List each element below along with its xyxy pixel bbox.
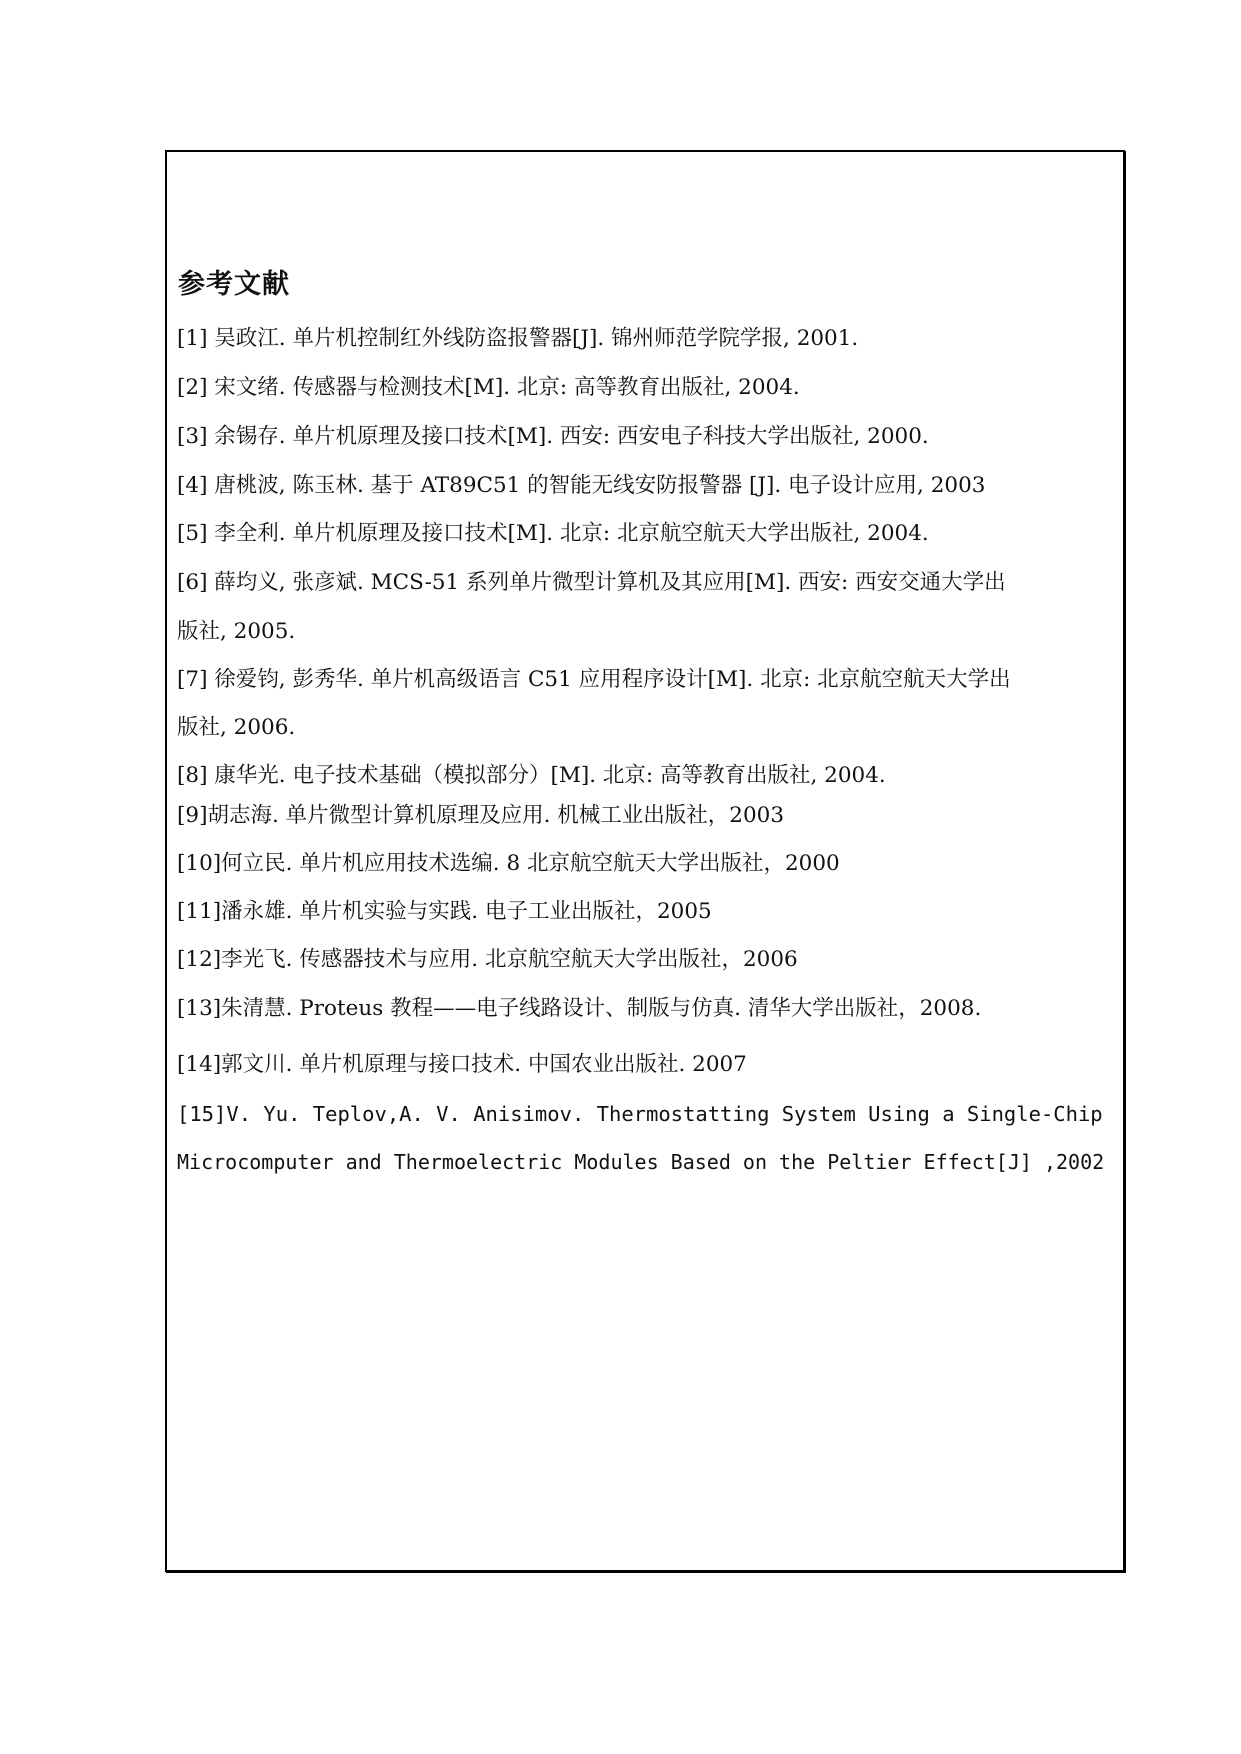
reference-item-5: [5] 李全利. 单片机原理及接口技术[M]. 北京: 北京航空航天大学出版社, 2004. <box>177 521 929 546</box>
reference-item-8: [8] 康华光. 电子技术基础（模拟部分）[M]. 北京: 高等教育出版社, 2004. <box>177 763 886 788</box>
reference-item-2: [2] 宋文绪. 传感器与检测技术[M]. 北京: 高等教育出版社, 2004. <box>177 375 800 400</box>
reference-item-9: [9]胡志海. 单片微型计算机原理及应用. 机械工业出版社，2003 <box>177 803 785 828</box>
reference-item-15: [15]V. Yu. Teplov,A. V. Anisimov. Thermostatting System Using a Single-Chip <box>177 1102 1103 1126</box>
reference-item-1: [1] 吴政江. 单片机控制红外线防盗报警器[J]. 锦州师范学院学报, 2001. <box>177 326 859 351</box>
reference-item-7: [7] 徐爱钧, 彭秀华. 单片机高级语言 C51 应用程序设计[M]. 北京: 北京航空航天大学出 <box>177 667 1011 692</box>
reference-item-14: [14]郭文川. 单片机原理与接口技术. 中国农业出版社. 2007 <box>177 1052 747 1077</box>
reference-item-15-cont: Microcomputer and Thermoelectric Modules Based on the Peltier Effect[J] ,2002 <box>177 1150 1105 1174</box>
reference-item-12: [12]李光飞. 传感器技术与应用. 北京航空航天大学出版社，2006 <box>177 947 798 972</box>
reference-item-11: [11]潘永雄. 单片机实验与实践. 电子工业出版社，2005 <box>177 899 712 924</box>
reference-item-6-cont: 版社, 2005. <box>177 619 296 644</box>
reference-item-13: [13]朱清慧. Proteus 教程——电子线路设计、制版与仿真. 清华大学出版社，2008. <box>177 996 982 1021</box>
reference-item-7-cont: 版社, 2006. <box>177 715 296 740</box>
reference-item-3: [3] 余锡存. 单片机原理及接口技术[M]. 西安: 西安电子科技大学出版社, 2000. <box>177 424 929 449</box>
reference-item-6: [6] 薛均义, 张彦斌. MCS-51 系列单片微型计算机及其应用[M]. 西安: 西安交通大学出 <box>177 570 1006 595</box>
reference-item-10: [10]何立民. 单片机应用技术选编. 8 北京航空航天大学出版社，2000 <box>177 851 840 876</box>
reference-item-4: [4] 唐桃波, 陈玉林. 基于 AT89C51 的智能无线安防报警器 [J]. 电子设计应用, 2003 <box>177 473 986 498</box>
references-heading: 参考文献 <box>178 269 290 300</box>
